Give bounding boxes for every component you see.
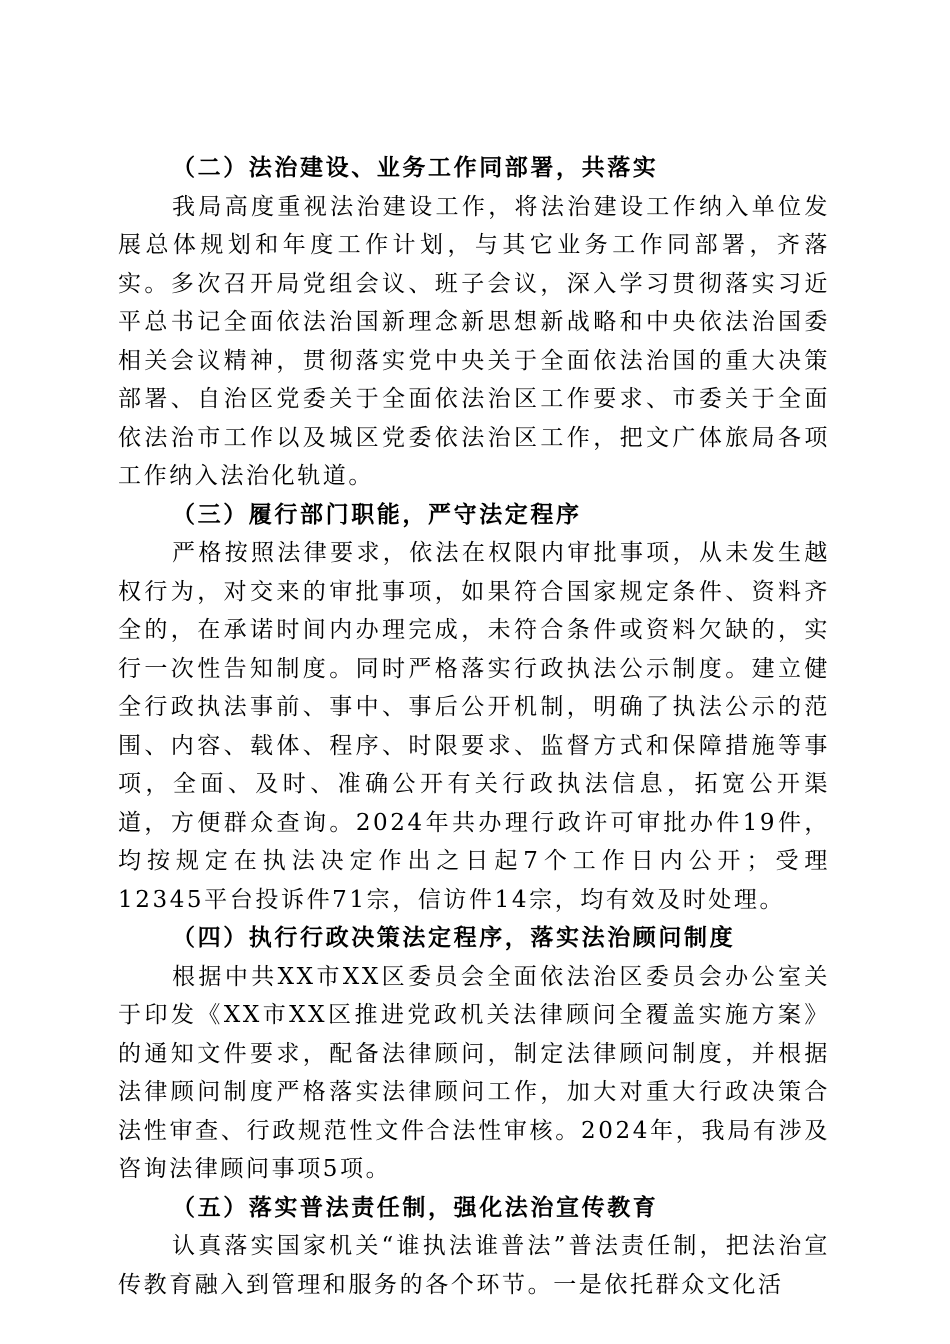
section-heading-4: （四）执行行政决策法定程序，落实法治顾问制度	[172, 924, 736, 951]
section-paragraph-4: 根据中共XX市XX区委员会全面依法治区委员会办公室关于印发《XX市XX区推进党政机关法律顾问全覆盖实施方案》的通知文件要求，配备法律顾问，制定法律顾问制度，并根据法律顾问制度严格落实法律顾问工作，加大对重大行政决策合法性审查、行政规范性文件合法性审核。2024年，我局有涉及咨询法律顾问事项5项。	[118, 963, 830, 1182]
section-heading-3: （三）履行部门职能，严守法定程序	[172, 500, 582, 528]
section-heading-2: （二）法治建设、业务工作同部署，共落实	[172, 154, 659, 181]
section-paragraph-2: 我局高度重视法治建设工作，将法治建设工作纳入单位发展总体规划和年度工作计划，与其它业务工作同部署，齐落实。多次召开局党组会议、班子会议，深入学习贯彻落实习近平总书记全面依法治国新理念新思想新战略和中央依法治国委相关会议精神，贯彻落实党中央关于全面依法治国的重大决策部署、自治区党委关于全面依法治区工作要求、市委关于全面依法治市工作以及城区党委依法治区工作，把文广体旅局各项工作纳入法治化轨道。	[118, 193, 830, 489]
document-body	[118, 149, 830, 1304]
section-paragraph-3: 严格按照法律要求，依法在权限内审批事项，从未发生越权行为，对交来的审批事项，如果符合国家规定条件、资料齐全的，在承诺时间内办理完成，未符合条件或资料欠缺的，实行一次性告知制度。同时严格落实行政执法公示制度。建立健全行政执法事前、事中、事后公开机制，明确了执法公示的范围、内容、载体、程序、时限要求、监督方式和保障措施等事项，全面、及时、准确公开有关行政执法信息，拓宽公开渠道，方便群众查询。2024年共办理行政许可审批办件19件，均按规定在执法决定作出之日起7个工作日内公开；受理12345平台投诉件71宗，信访件14宗，均有效及时处理。	[118, 540, 830, 913]
section-heading-5: （五）落实普法责任制，强化法治宣传教育	[172, 1193, 659, 1221]
section-paragraph-5: 认真落实国家机关“谁执法谁普法”普法责任制，把法治宣传教育融入到管理和服务的各个环节。一是依托群众文化活	[118, 1233, 830, 1298]
